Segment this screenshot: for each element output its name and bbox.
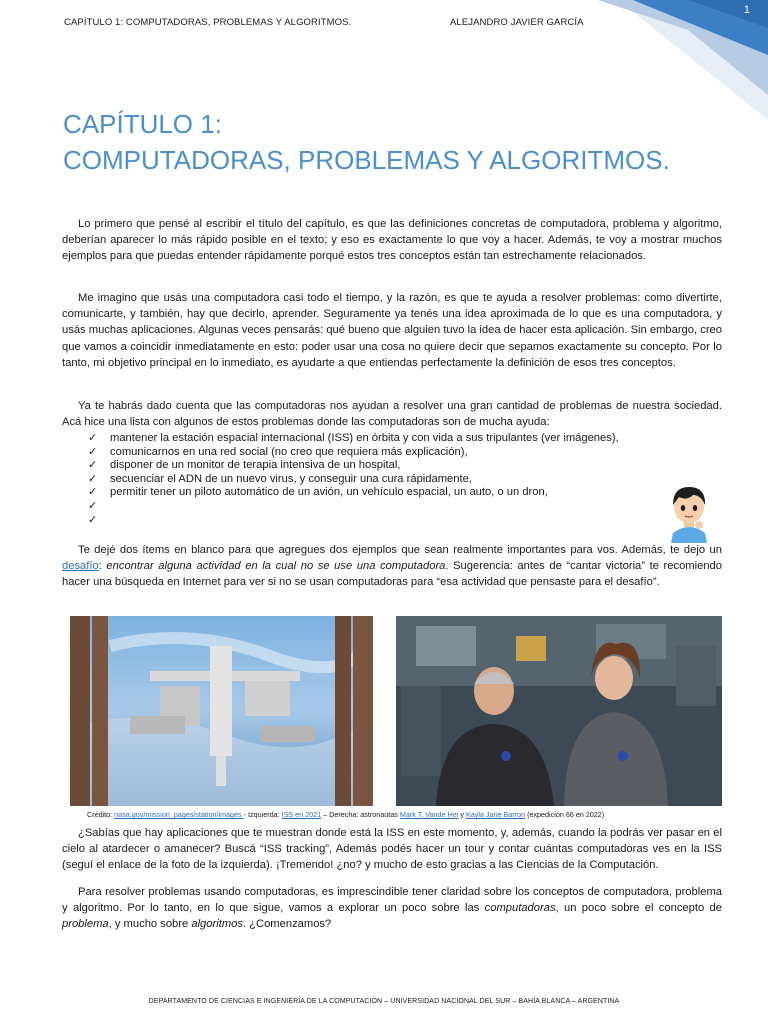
- check-icon: ✓: [88, 513, 98, 526]
- check-icon: ✓: [88, 472, 98, 485]
- check-icon: ✓: [88, 445, 98, 458]
- astronauts-photo: [396, 616, 722, 806]
- paragraph-6-c: , y mucho sobre: [108, 918, 192, 931]
- barron-link[interactable]: Kayla Jane Barron: [465, 810, 526, 819]
- credit-prefix: Crédito:: [87, 810, 115, 819]
- list-item: [88, 473, 619, 487]
- thinking-kid-icon: [665, 481, 713, 543]
- list-item-blank: [88, 514, 619, 528]
- list-item: [88, 486, 619, 500]
- paragraph-4: [62, 542, 722, 591]
- check-icon: ✓: [88, 432, 98, 444]
- list-item-text: disponer de un monitor de terapia intensiva de un hospital,: [110, 459, 401, 472]
- paragraph-5-text: ¿Sabías que hay aplicaciones que te muestran donde está la ISS en este momento, y, además, cuando la podrás ver pasar en el cielo al atardecer o amanecer? Buscá “ISS tracking”, Además podés hacer un tour y contar cuántas computadoras ves en la ISS (seguí el enlace de la foto de la izquierda). ¡Tremendo! ¿no? y mucho de esto gracias a las Ciencias de la Computación.: [62, 827, 722, 872]
- list-item-text: secuenciar el ADN de un nuevo virus, y conseguir una cura rápidamente,: [110, 472, 472, 485]
- paragraph-6-em-computadoras: computadoras: [484, 902, 556, 915]
- paragraph-4-emphasis: encontrar alguna actividad en la cual no se use una computadora: [106, 560, 446, 573]
- paragraph-2-text: Me imagino que usás una computadora casi todo el tiempo, y la razón, es que te ayuda a resolver problemas: como divertirte, comunicarte, y también, hay que decirlo, aprender. Seguramente ya tenés una idea aproximada de lo que es una computadora, y usás muchas aplicaciones. Algunas veces pensarás: qué bueno que alguien tuvo la idea de hacer esta aplicación. Sin embargo, creo que vamos a coincidir inmediatamente en esto: poder usar una cosa no quiere decir que sepamos exactamente su concepto. Por lo tanto, mi objetivo principal en lo inmediato, es ayudarte a que entiendas perfectamente la definición de esos tres conceptos.: [62, 292, 722, 369]
- list-item-text: permitir tener un piloto automático de un avión, un vehículo espacial, un auto, o un dron,: [110, 486, 548, 499]
- vande-hei-link[interactable]: Mark T. Vande Hei: [399, 810, 459, 819]
- header-chapter: CAPÍTULO 1: COMPUTADORAS, PROBLEMAS Y ALGORITMOS.: [64, 17, 352, 28]
- list-item: [88, 459, 619, 473]
- page-number: 1: [743, 4, 750, 16]
- paragraph-6-a: Para resolver problemas usando computadoras, es imprescindible tener claridad sobre los conceptos de computadora, problema y algoritmo. Por lo tanto, en lo que sigue, vamos a explorar un poco sobre las: [62, 886, 722, 915]
- photo-credit: [87, 810, 604, 819]
- check-icon: ✓: [88, 459, 98, 472]
- paragraph-1-text: Lo primero que pensé al escribir el título del capítulo, es que las definiciones concretas de computadora, problema y algoritmo, deberían aparecer lo más rápido posible en el texto; y eso es exactamente lo que voy a hacer. Además, te voy a mostrar muchos ejemplos para que puedas entender rápidamente porqué estos tres conceptos están tan estrechamente relacionados.: [62, 218, 722, 263]
- credit-suffix: (expedición 66 en 2022): [525, 810, 605, 819]
- paragraph-3: [62, 398, 722, 430]
- paragraph-4-c: . Sugerencia: antes de “cantar victoria” te recomiendo hacer una búsqueda en Internet para ver si no se usan computadoras para “esa actividad que pensaste para el desafío”.: [62, 560, 722, 589]
- list-item-text: comunicarnos en una red social (no creo que requiera más explicación),: [110, 445, 468, 458]
- paragraph-6-em-problema: problema: [62, 918, 109, 931]
- challenge-link[interactable]: desafío: [62, 560, 99, 573]
- problem-checklist: [88, 432, 619, 527]
- paragraph-6-b: , un poco sobre el concepto de: [555, 902, 722, 915]
- credit-mid-3: y: [458, 810, 466, 819]
- credit-mid-2: – Derecha: astronautas: [321, 810, 400, 819]
- paragraph-4-a: Te dejé dos ítems en blanco para que agregues dos ejemplos que sean realmente importantes para vos. Además, te dejo un: [78, 544, 722, 556]
- paragraph-4-b: :: [98, 560, 107, 573]
- paragraph-6: [62, 884, 722, 933]
- list-item-text: mantener la estación espacial internacional (ISS) en órbita y con vida a sus tripulantes (ver imágenes),: [110, 432, 619, 444]
- list-item: [88, 432, 619, 446]
- page-footer: DEPARTAMENTO DE CIENCIAS E INGENIERÍA DE LA COMPUTACIÓN – UNIVERSIDAD NACIONAL DEL SUR – BAHÍA BLANCA – ARGENTINA: [148, 998, 620, 1005]
- iss-photo[interactable]: [70, 616, 373, 806]
- paragraph-6-d: . ¿Comenzamos?: [242, 918, 332, 931]
- paragraph-6-text: [62, 884, 722, 933]
- iss-2021-link[interactable]: ISS en 2021: [281, 810, 322, 819]
- header-author: ALEJANDRO JAVIER GARCÍA: [450, 17, 584, 28]
- paragraph-2: [62, 290, 722, 371]
- paragraph-1: [62, 216, 722, 265]
- chapter-title-line2: COMPUTADORAS, PROBLEMAS Y ALGORITMOS.: [63, 145, 670, 175]
- list-item: [88, 446, 619, 460]
- check-icon: ✓: [88, 499, 98, 512]
- chapter-title-line1: CAPÍTULO 1:: [63, 109, 222, 139]
- paragraph-4-text: [62, 542, 722, 591]
- credit-mid-1: - Izquierda:: [243, 810, 282, 819]
- check-icon: ✓: [88, 486, 98, 499]
- paragraph-3-text: Ya te habrás dado cuenta que las computadoras nos ayudan a resolver una gran cantidad de problemas de nuestra sociedad. Acá hice una lista con algunos de estos problemas donde las computadoras son de mucha ayuda:: [62, 400, 722, 429]
- paragraph-6-em-algoritmos: algoritmos: [191, 918, 243, 931]
- nasa-images-link[interactable]: nasa.gov/mission_pages/station/images: [114, 810, 244, 819]
- chapter-title: [63, 106, 670, 178]
- list-item-blank: [88, 500, 619, 514]
- paragraph-5: [62, 825, 722, 874]
